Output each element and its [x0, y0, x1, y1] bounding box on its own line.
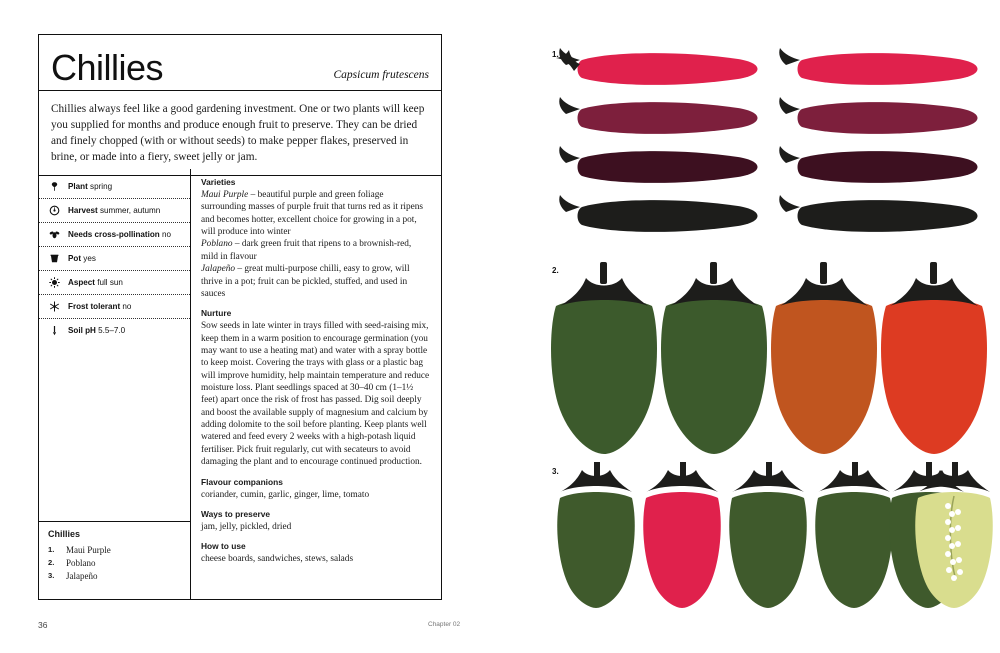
chilli-2b — [779, 97, 977, 134]
section-heading-varieties: Varieties — [201, 177, 236, 187]
key-list — [48, 544, 181, 583]
section-body-varieties: Maui Purple – beautiful purple and green foliage surrounding masses of purple fruit that turns red as it ripens and becomes hotter, excellent choice for growing in a pot, will produce into winter Poblano – dark green fruit that ripens to a brownish-red, mild in flavour Jalapeño – great multi-purpose chilli, easy to grow, will thrive in a pot; fruit can be pickled, stuffed, and used in sauces — [201, 190, 424, 299]
group-number-1: 1. — [552, 50, 559, 59]
fact-plant — [39, 175, 190, 199]
list-item: 2. Poblano — [48, 558, 96, 569]
poblano-1 — [551, 262, 657, 454]
section-body-nurture: Sow seeds in late winter in trays filled with seed-raising mix, keep them in a warm position to encourage germination (you may want to use a heating mat) and water with a spray bottle to keep moist. Covering the trays with glass or a plastic bag will improve humidity, help maintain temperature and reduce moisture loss. Plant seedlings spaced at 30–40 cm (1–1½ feet) apart once the risk of frost has passed. Dig soil deeply and boost the available supply of magnesium and calcium by adding dolomite to the soil before planting. Keep plants well watered and feed every 2 weeks with a high-potash liquid fertiliser. Pick fruit regularly, cut with secateurs to avoid damaging the plant and to encourage continued production. — [201, 321, 430, 468]
pot-icon — [48, 252, 61, 265]
chilli-1b — [779, 48, 977, 85]
sun-icon — [48, 276, 61, 289]
trowel-icon — [48, 180, 61, 193]
fact-frost-tolerant — [39, 295, 190, 319]
chapter-label: Chapter 02 — [428, 621, 461, 628]
chilli-3a — [559, 146, 757, 183]
poblano-2 — [661, 262, 767, 454]
chilli-4b — [779, 195, 977, 232]
section-heading-ways-to-preserve: Ways to preserve — [201, 508, 271, 519]
chilli-1a — [556, 48, 758, 85]
page-number: 36 — [38, 620, 48, 630]
section-heading-flavour-companions: Flavour companions — [201, 476, 283, 487]
section-heading-nurture: Nurture — [201, 308, 232, 319]
fact-cross-pollination — [39, 223, 190, 247]
fact-harvest-label: Harvest summer, autumn — [68, 206, 161, 215]
poblano-illustration — [540, 262, 990, 460]
jalapeno-1 — [557, 462, 635, 608]
jalapeno-4 — [815, 462, 893, 608]
list-item: 3. Jalapeño — [48, 571, 98, 582]
clock-icon — [48, 204, 61, 217]
fact-soil-ph-label: Soil pH 5.5–7.0 — [68, 326, 126, 335]
poblano-4 — [881, 262, 987, 454]
illustration-key — [39, 521, 190, 599]
fact-pot-label: Pot yes — [68, 254, 96, 263]
right-page-illustrations — [500, 0, 1000, 653]
section-body-how-to-use: cheese boards, sandwiches, stews, salads — [201, 554, 354, 565]
ph-probe-icon — [48, 324, 61, 337]
chilli-4a — [559, 195, 757, 232]
snowflake-icon — [48, 300, 61, 313]
fact-plant-label: Plant spring — [68, 182, 113, 191]
fact-aspect-label: Aspect full sun — [68, 278, 123, 287]
jalapeno-3 — [729, 462, 807, 608]
facts-column — [39, 169, 191, 599]
chilli-3b — [779, 146, 977, 183]
jalapeno-illustration — [544, 462, 994, 612]
fact-frost-label: Frost tolerant no — [68, 302, 132, 311]
section-heading-how-to-use: How to use — [201, 541, 246, 552]
fact-pot — [39, 247, 190, 271]
maui-purple-illustration — [550, 40, 990, 245]
chilli-2a — [559, 97, 757, 134]
facts-list — [39, 169, 190, 342]
title-block — [39, 35, 441, 91]
section-body-flavour-companions: coriander, cumin, garlic, ginger, lime, tomato — [201, 489, 370, 500]
content-columns — [39, 169, 441, 599]
content-frame — [38, 34, 442, 600]
intro-paragraph: Chillies always feel like a good gardening investment. One or two plants will keep you supplied for months and produce enough fruit to preserve. They can be dried and finely chopped (with or without seeds) to make pepper flakes, preserved in brine, or made into a fiery, sweet jelly or jam. — [39, 91, 441, 176]
group-number-3: 3. — [552, 467, 559, 476]
jalapeno-2 — [643, 462, 721, 608]
text-column — [191, 169, 441, 599]
bee-icon — [48, 228, 61, 241]
fact-aspect — [39, 271, 190, 295]
fact-cross-pollination-label: Needs cross-pollination no — [68, 230, 172, 239]
poblano-3 — [771, 262, 877, 454]
list-item: 1. Maui Purple — [48, 545, 111, 555]
section-body-ways-to-preserve: jam, jelly, pickled, dried — [201, 521, 292, 532]
page-title: Chillies — [51, 47, 164, 88]
group-number-2: 2. — [552, 266, 559, 275]
fact-soil-ph — [39, 319, 190, 342]
fact-harvest — [39, 199, 190, 223]
key-title: Chillies — [48, 529, 81, 539]
latin-name: Capsicum frutescens — [333, 69, 429, 81]
